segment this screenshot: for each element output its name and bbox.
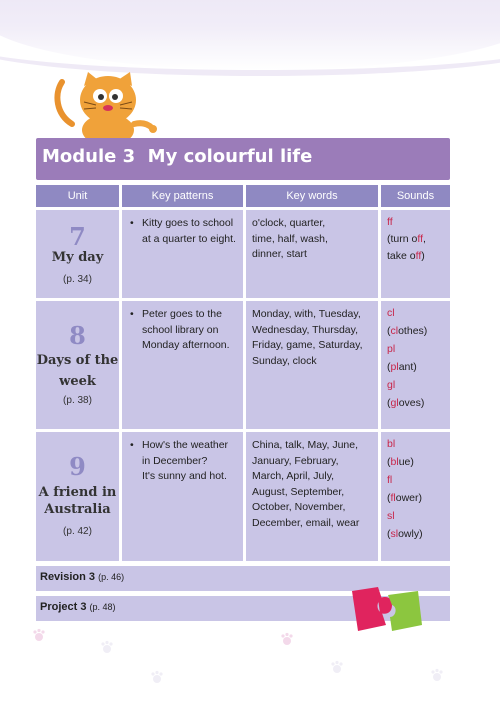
key-patterns-cell [122, 432, 243, 561]
key-words-cell [246, 210, 378, 298]
sound-example: (turn off, [387, 233, 426, 245]
sound-example: (plant) [387, 361, 417, 373]
paw-print-icon [430, 668, 444, 682]
header-unit: Unit [36, 185, 119, 207]
sound-line: sl [387, 510, 395, 522]
table-row-unit-8 [36, 301, 450, 429]
unit-title-line2: Australia [44, 502, 111, 517]
table-header [36, 185, 450, 207]
bullet-icon: • [130, 217, 134, 229]
sound-line: ff [387, 216, 393, 228]
sound-line: cl [387, 307, 395, 319]
paw-print-icon [280, 632, 294, 646]
sound-line: bl [387, 438, 396, 450]
module-title-bar [36, 138, 450, 180]
module-title: Module 3 My colourful life [42, 146, 313, 167]
unit-title-line1: A friend in [38, 485, 117, 500]
sounds-cell [381, 210, 450, 298]
sound-example: (gloves) [387, 397, 425, 409]
key-pattern: • How's the weather in December? It's sunny and hot. [130, 439, 229, 482]
unit-page: (p. 34) [63, 274, 92, 285]
project-label: Project 3 (p. 48) [40, 601, 116, 613]
table-row-unit-7 [36, 210, 450, 298]
key-pattern: • Peter goes to the school library on Monday afternoon. [130, 308, 230, 351]
header-key-words: Key words [246, 185, 378, 207]
bullet-icon: • [130, 439, 134, 451]
header-key-patterns: Key patterns [122, 185, 243, 207]
top-decorative-curve [0, 10, 500, 76]
sound-example: take off) [387, 250, 425, 262]
sound-example: (clothes) [387, 325, 428, 337]
header-sounds: Sounds [381, 185, 450, 207]
unit-number: 7 [69, 222, 86, 251]
sound-line: pl [387, 343, 396, 355]
paw-print-icon [32, 628, 46, 642]
paw-print-icon [330, 660, 344, 674]
sound-example: (blue) [387, 456, 414, 468]
key-words-cell [246, 301, 378, 429]
unit-number: 8 [69, 321, 86, 350]
key-words: Monday, with, Tuesday, Wednesday, Thursday, Friday, game, Saturday, Sunday, clock [252, 308, 363, 367]
key-words-cell [246, 432, 378, 561]
paw-print-icon [100, 640, 114, 654]
sounds-cell [381, 301, 450, 429]
sound-example: (flower) [387, 492, 423, 504]
revision-label: Revision 3 (p. 46) [40, 571, 125, 583]
unit-cell [36, 432, 119, 561]
bullet-icon: • [130, 308, 134, 320]
unit-title-line2: week [59, 374, 96, 389]
sound-line: fl [387, 474, 393, 486]
key-patterns-cell [122, 301, 243, 429]
key-words: o'clock, quarter, time, half, wash, dinner, start [252, 217, 328, 260]
paw-print-icon [150, 670, 164, 684]
unit-title-line1: Days of the [36, 353, 119, 368]
sound-example: (slowly) [387, 528, 423, 540]
key-pattern: • Kitty goes to school at a quarter to eight. [130, 217, 236, 245]
key-patterns-cell [122, 210, 243, 298]
unit-cell [36, 210, 119, 298]
sound-line: gl [387, 379, 396, 391]
key-words: China, talk, May, June, January, February, March, April, July, August, September, October, November, December, email, wear [252, 439, 360, 529]
cat-mascot-icon [48, 72, 163, 142]
puzzle-pieces-icon [348, 585, 424, 635]
unit-page: (p. 42) [63, 526, 92, 537]
unit-number: 9 [69, 452, 86, 481]
sounds-cell [381, 432, 450, 561]
unit-title: My day [51, 250, 104, 265]
unit-page: (p. 38) [63, 395, 92, 406]
unit-cell [36, 301, 119, 429]
table-row-unit-9 [36, 432, 450, 561]
